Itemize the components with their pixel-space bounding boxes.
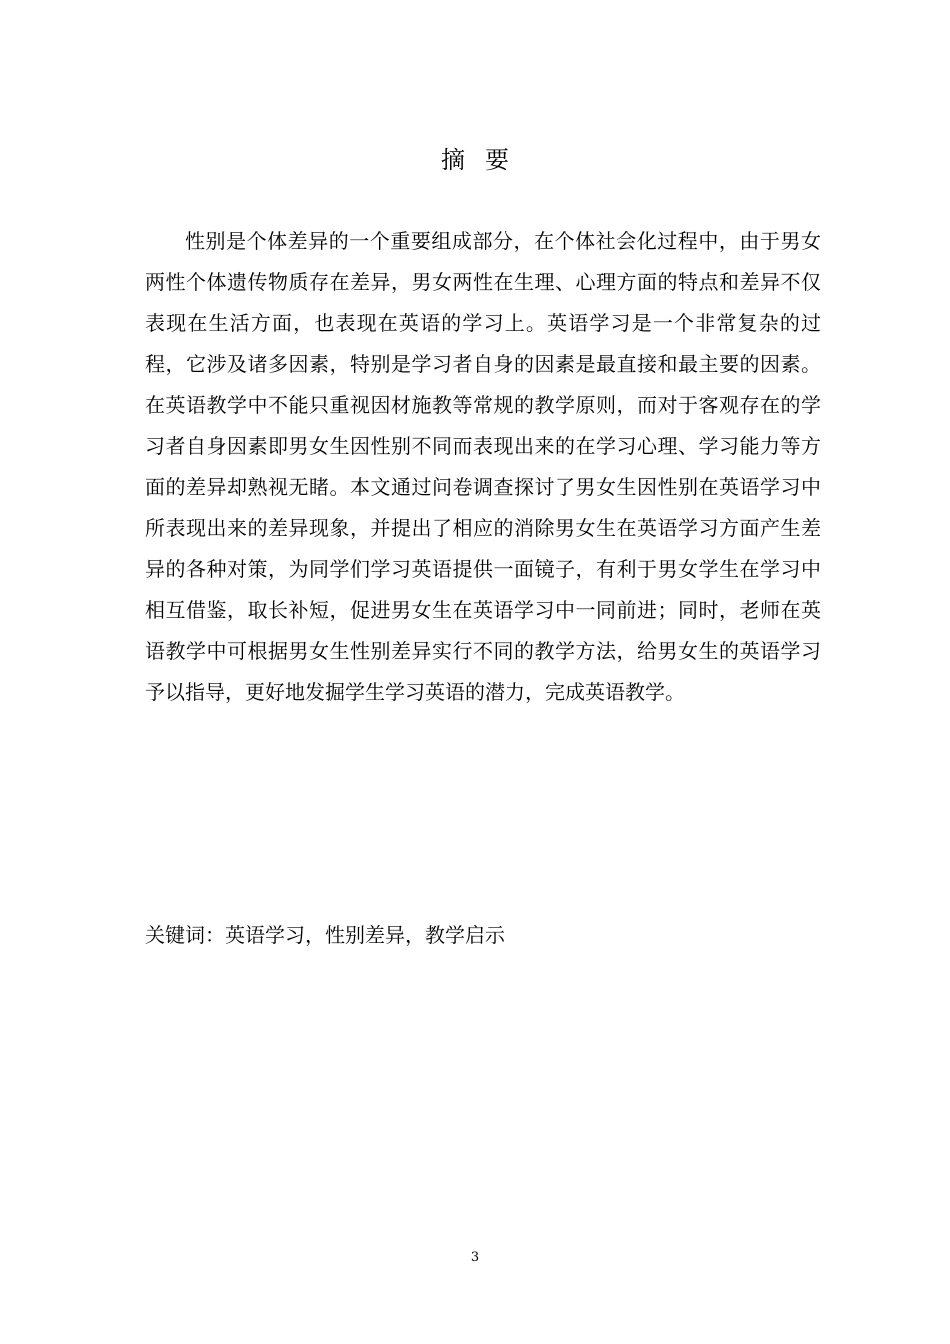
keywords-value: 英语学习，性别差异，教学启示 (225, 923, 505, 947)
page-number: 3 (470, 1250, 480, 1265)
keywords-label: 关键词： (145, 923, 225, 947)
keywords-line (145, 915, 821, 956)
abstract-body: 性别是个体差异的一个重要组成部分，在个体社会化过程中，由于男女两性个体遗传物质存在差异，男女两性在生理、心理方面的特点和差异不仅表现在生活方面，也表现在英语的学习上。英语学习是一个非常复杂的过程，它涉及诸多因素，特别是学习者自身的因素是最直接和最主要的因素。在英语教学中不能只重视因材施教等常规的教学原则，而对于客观存在的学习者自身因素即男女生因性别不同而表现出来的在学习心理、学习能力等方面的差异却熟视无睹。本文通过问卷调查探讨了男女生因性别在英语学习中所表现出来的差异现象，并提出了相应的消除男女生在英语学习方面产生差异的各种对策，为同学们学习英语提供一面镜子，有利于男女学生在学习中相互借鉴，取长补短，促进男女生在英语学习中一同前进；同时，老师在英语教学中可根据男女生性别差异实行不同的教学方法，给男女生的英语学习予以指导，更好地发掘学生学习英语的潜力，完成英语教学。 (145, 229, 821, 704)
abstract-title: 摘要 (441, 146, 529, 174)
